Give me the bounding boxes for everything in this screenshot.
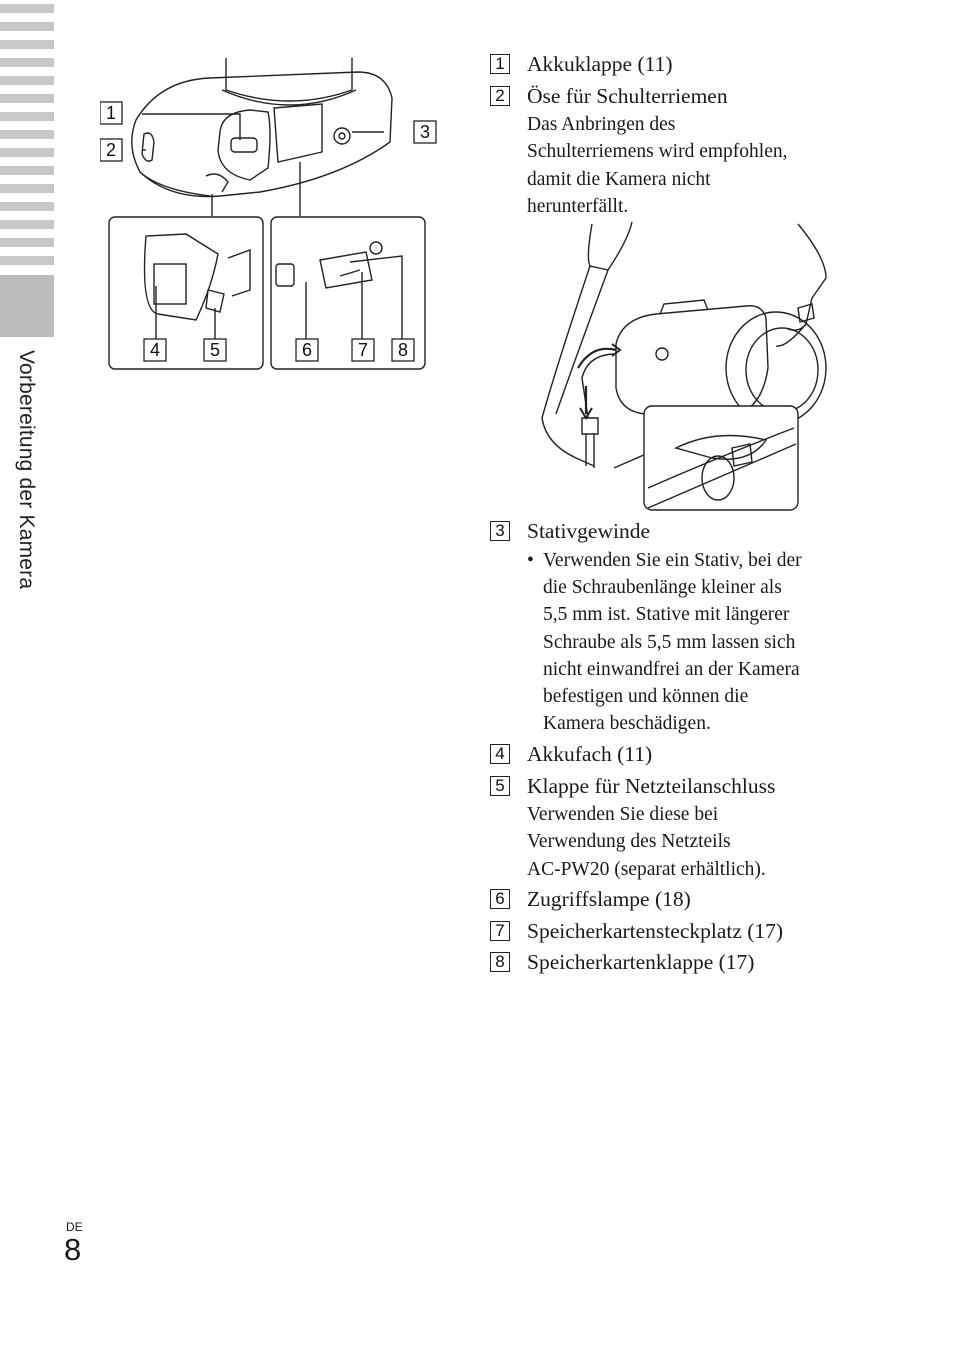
item-title: Stativgewinde bbox=[527, 519, 651, 543]
callout-6 bbox=[296, 339, 318, 361]
item-description-line: damit die Kamera nicht bbox=[527, 169, 711, 190]
item-title: Akkufach (11) bbox=[527, 742, 653, 766]
shoulder-strap-illustration bbox=[536, 218, 846, 518]
svg-text:7: 7 bbox=[357, 340, 369, 360]
item-number: 6 bbox=[490, 889, 510, 909]
item-description-line: herunterfällt. bbox=[527, 196, 629, 217]
item-number: 8 bbox=[490, 952, 510, 972]
callout-4 bbox=[144, 339, 166, 361]
item-number: 7 bbox=[490, 921, 510, 941]
section-label: Vorbereitung der Kamera bbox=[15, 350, 38, 590]
language-code: DE bbox=[66, 1220, 83, 1234]
camera-bottom-illustration bbox=[100, 50, 440, 380]
item-number: 5 bbox=[490, 776, 510, 796]
svg-text:5: 5 bbox=[209, 340, 221, 360]
item-number: 2 bbox=[490, 86, 510, 106]
item-title: Öse für Schulterriemen bbox=[527, 84, 728, 108]
svg-text:1: 1 bbox=[105, 103, 117, 123]
item-number: 1 bbox=[490, 54, 510, 74]
svg-text:8: 8 bbox=[397, 340, 409, 360]
svg-text:3: 3 bbox=[419, 122, 431, 142]
item-description-line: Verwenden Sie diese bei bbox=[527, 804, 719, 825]
item-description-line: Verwendung des Netzteils bbox=[527, 831, 731, 852]
item-title: Speicherkartenklappe (17) bbox=[527, 950, 755, 974]
item-number: 3 bbox=[490, 521, 510, 541]
item-description-line: AC-PW20 (separat erhältlich). bbox=[527, 859, 766, 880]
svg-text:6: 6 bbox=[301, 340, 313, 360]
callout-5 bbox=[204, 339, 226, 361]
section-tab-marker bbox=[0, 275, 54, 337]
item-title: Akkuklappe (11) bbox=[527, 52, 673, 76]
callout-7 bbox=[352, 339, 374, 361]
item-description-line: Schulterriemens wird empfohlen, bbox=[527, 141, 788, 162]
callout-8 bbox=[392, 339, 414, 361]
item-title: Speicherkartensteckplatz (17) bbox=[527, 919, 784, 943]
svg-text:2: 2 bbox=[105, 140, 117, 160]
callout-3 bbox=[414, 121, 436, 143]
item-title: Zugriffslampe (18) bbox=[527, 887, 691, 911]
callout-1 bbox=[100, 102, 122, 124]
svg-text:4: 4 bbox=[149, 340, 161, 360]
page-number: 8 bbox=[64, 1232, 82, 1267]
item-title: Klappe für Netzteilanschluss bbox=[527, 774, 776, 798]
item-number: 4 bbox=[490, 744, 510, 764]
callout-2 bbox=[100, 139, 122, 161]
item-description-line: Das Anbringen des bbox=[527, 114, 676, 135]
